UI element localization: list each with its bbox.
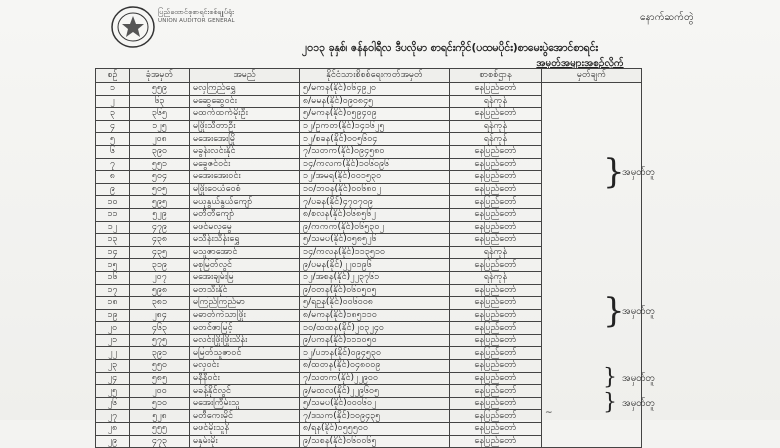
cell-nrc: ၉/ပကန(နိုင်)၁၁၁၀၅၀ xyxy=(300,334,450,347)
cell-exam-center: နေပြည်တော် xyxy=(450,158,542,171)
cell-exam-center: နေပြည်တော် xyxy=(450,372,542,385)
table-row xyxy=(96,423,642,436)
table-row xyxy=(96,108,642,121)
cell-remark xyxy=(542,133,642,146)
cell-nrc: ၅/ရဉန(နိုင်)၀၀၆၀၀၈ xyxy=(300,297,450,310)
document-subtitle: အမှတ်အများအစဉ်လိုက် xyxy=(536,58,624,69)
cell-no: ၂၆ xyxy=(96,397,130,410)
cell-no: ၂၄ xyxy=(96,372,130,385)
cell-name: မခွန်းလင်းနိုင် xyxy=(190,145,300,158)
table-row xyxy=(96,334,642,347)
cell-remark xyxy=(542,284,642,297)
cell-no: ၁၈ xyxy=(96,297,130,310)
cell-remark xyxy=(542,221,642,234)
table-row xyxy=(96,196,642,209)
organization-name-en: UNION AUDITOR GENERAL xyxy=(158,18,235,24)
table-row xyxy=(96,83,642,96)
cell-no: ၂၁ xyxy=(96,334,130,347)
cell-roll-number: ၅၅၀ xyxy=(130,360,190,373)
cell-nrc: ၁၂/အမရ(နိုင်)၀၀၁၅၃၀ xyxy=(300,171,450,184)
column-header-remark: မှတ်ချက် xyxy=(542,69,642,83)
cell-name: မတီကေးမိုင် xyxy=(190,410,300,423)
table-row xyxy=(96,221,642,234)
cell-name: မဖင်မလှမွေ xyxy=(190,221,300,234)
cell-name: မစုမြတ်လွင် xyxy=(190,259,300,272)
cell-name: မကြည်ကြည်မာ xyxy=(190,297,300,310)
cell-remark xyxy=(542,360,642,373)
cell-roll-number: ၃၉၀ xyxy=(130,145,190,158)
cell-remark xyxy=(542,183,642,196)
cell-no: ၁ xyxy=(96,83,130,96)
cell-remark xyxy=(542,145,642,158)
cell-name: မယုနွယ်နွယ်ကျော် xyxy=(190,196,300,209)
cell-roll-number: ၅၁၀ xyxy=(130,397,190,410)
table-row xyxy=(96,183,642,196)
cell-name: မဖြိုးသီတာဦး xyxy=(190,120,300,133)
cell-remark xyxy=(542,246,642,259)
cell-roll-number: ၂၀၀ xyxy=(130,385,190,398)
cell-name: မဓာတ်ကဲသာဖြိုး xyxy=(190,309,300,322)
cell-nrc: ၅/သမပ(နိုင်)၀၀၀၆၀၂ xyxy=(300,397,450,410)
table-row xyxy=(96,171,642,184)
cell-roll-number: ၂၀၇ xyxy=(130,271,190,284)
remark-label: အမှတ်တူ xyxy=(622,398,655,409)
cell-no: ၁၂ xyxy=(96,221,130,234)
cell-name: မအေးအေးမြို xyxy=(190,133,300,146)
table-row xyxy=(96,95,642,108)
cell-name: မအေးချမ်းမြ xyxy=(190,271,300,284)
cell-roll-number: ၄၇၉ xyxy=(130,221,190,234)
cell-name: မတီတီကျော် xyxy=(190,208,300,221)
cell-remark xyxy=(542,259,642,272)
cell-no: ၂၀ xyxy=(96,322,130,335)
cell-remark xyxy=(542,347,642,360)
cell-name: မခွေဇင်ဝင်း xyxy=(190,158,300,171)
cell-exam-center: နေပြည်တော် xyxy=(450,334,542,347)
cell-exam-center: နေပြည်တော် xyxy=(450,208,542,221)
cell-exam-center: နေပြည်တော် xyxy=(450,145,542,158)
cell-no: ၂ xyxy=(96,95,130,108)
cell-exam-center: နေပြည်တော် xyxy=(450,108,542,121)
cell-roll-number: ၅၇၅ xyxy=(130,334,190,347)
cell-roll-number: ၅၅၅ xyxy=(130,423,190,436)
cell-exam-center: နေပြည်တော် xyxy=(450,196,542,209)
annex-label: နောက်ဆက်တွဲ xyxy=(640,12,694,23)
cell-name: မနှမ်းမိုး xyxy=(190,435,300,448)
cell-exam-center: နေပြည်တော် xyxy=(450,259,542,272)
cell-exam-center: နေပြည်တော် xyxy=(450,183,542,196)
document-title: ၂၀၁၃ ခုနှစ်၊ ဇန်နဝါရီလ ဒီပလိုမာ စာရင်းကိုင်(ပထမပိုင်း)စာမေးပွဲအောင်စာရင်း xyxy=(301,42,599,54)
cell-nrc: ၉/သစန(နိုင်)၀၆၀၀၆၅ xyxy=(300,435,450,448)
cell-nrc: ၉/ကကက(နိုင်)၀၆၅၃၀၂ xyxy=(300,221,450,234)
cell-roll-number: ၅၀၄ xyxy=(130,171,190,184)
cell-remark xyxy=(542,410,642,423)
cell-no: ၂၉ xyxy=(96,435,130,448)
table-row xyxy=(96,133,642,146)
cell-remark xyxy=(542,196,642,209)
cell-no: ၁၃ xyxy=(96,234,130,247)
remark-label: အမှတ်တူ xyxy=(622,167,655,178)
cell-roll-number: ၃၁၉ xyxy=(130,259,190,272)
table-row xyxy=(96,120,642,133)
cell-nrc: ၇/သတက(နိုင်)၂၂၉၀၀ xyxy=(300,372,450,385)
cell-roll-number: ၅၈၅ xyxy=(130,372,190,385)
cell-exam-center: နေပြည်တော် xyxy=(450,385,542,398)
column-header-roll: ခုံအမှတ် xyxy=(130,69,190,83)
table-row xyxy=(96,259,642,272)
cell-exam-center: နေပြည်တော် xyxy=(450,83,542,96)
table-row xyxy=(96,385,642,398)
cell-no: ၁၇ xyxy=(96,284,130,297)
table-row xyxy=(96,158,642,171)
table-row xyxy=(96,145,642,158)
cell-name: မတင်ဇာမြင့် xyxy=(190,322,300,335)
cell-roll-number: ၄၇၃ xyxy=(130,435,190,448)
cell-no: ၁၉ xyxy=(96,309,130,322)
table-row xyxy=(96,297,642,310)
cell-nrc: ၉/ဝတန(နိုင်)၀၆၀၅၀၅ xyxy=(300,284,450,297)
remark-bracket-icon: } xyxy=(603,152,625,192)
cell-exam-center: နေပြည်တော် xyxy=(450,234,542,247)
cell-nrc: ၇/ဒသက(နိုင်)၁၀၉၄၃၅ xyxy=(300,410,450,423)
cell-exam-center: ရန်ကုန် xyxy=(450,246,542,259)
cell-no: ၄ xyxy=(96,120,130,133)
cell-nrc: ၅/သမပ(နိုင်)၀၅၈၅၂၆ xyxy=(300,234,450,247)
signature-mark: ~ xyxy=(545,408,553,418)
cell-roll-number: ၂၈၄ xyxy=(130,309,190,322)
cell-no: ၃ xyxy=(96,108,130,121)
cell-name: မခန့်နိုင်လွင် xyxy=(190,385,300,398)
cell-nrc: ၉/ပမန(နိုင်)၂၂၀၁၉၆ xyxy=(300,259,450,272)
cell-roll-number: ၃၉၁ xyxy=(130,347,190,360)
cell-nrc: ၁၀/ထထန(နိုင်)၂၀၃၂၄၀ xyxy=(300,322,450,335)
cell-no: ၅ xyxy=(96,133,130,146)
cell-name: မဖင်မိုးသူနိ xyxy=(190,423,300,436)
cell-no: ၉ xyxy=(96,183,130,196)
cell-remark xyxy=(542,95,642,108)
remark-label: အမှတ်တူ xyxy=(622,373,655,384)
column-header-region: စာစစ်ဌာန xyxy=(450,69,542,83)
cell-roll-number: ၅၉၅ xyxy=(130,196,190,209)
cell-name: မထက်ထက်မိုးဦး xyxy=(190,108,300,121)
cell-roll-number: ၃၈၁ xyxy=(130,297,190,310)
cell-exam-center: နေပြည်တော် xyxy=(450,410,542,423)
cell-roll-number: ၂၀၈ xyxy=(130,133,190,146)
cell-no: ၁၄ xyxy=(96,246,130,259)
results-table xyxy=(95,68,642,448)
cell-exam-center: ရန်ကုန် xyxy=(450,271,542,284)
table-row xyxy=(96,360,642,373)
table-row xyxy=(96,246,642,259)
cell-exam-center: နေပြည်တော် xyxy=(450,322,542,335)
table-row xyxy=(96,309,642,322)
cell-nrc: ၈/မကန(နိုင်)၁၈၅၁၁၀ xyxy=(300,309,450,322)
cell-exam-center: နေပြည်တော် xyxy=(450,423,542,436)
organization-name xyxy=(158,8,278,26)
cell-nrc: ၈/မမန(နိုင်)၀၉၀၈၄၅ xyxy=(300,95,450,108)
cell-nrc: ၇/ပခန(နိုင်)၄၇၀၇၀၉ xyxy=(300,196,450,209)
cell-exam-center: ရန်ကုန် xyxy=(450,120,542,133)
table-row xyxy=(96,347,642,360)
table-row xyxy=(96,397,642,410)
cell-no: ၂၅ xyxy=(96,385,130,398)
table-row xyxy=(96,234,642,247)
cell-remark xyxy=(542,83,642,96)
cell-roll-number: ၅၅၉ xyxy=(130,83,190,96)
cell-exam-center: နေပြည်တော် xyxy=(450,284,542,297)
cell-name: မလှဝင်း xyxy=(190,360,300,373)
cell-remark xyxy=(542,334,642,347)
cell-nrc: ၈/စလန(နိုင်)၀၆၈၅၆၂ xyxy=(300,208,450,221)
cell-name: မအေးအေးဝင်း xyxy=(190,171,300,184)
cell-remark xyxy=(542,120,642,133)
cell-exam-center: ရန်ကုန် xyxy=(450,95,542,108)
remark-bracket-icon: } xyxy=(603,365,617,390)
table-row xyxy=(96,271,642,284)
table-row xyxy=(96,284,642,297)
table-row xyxy=(96,435,642,448)
office-seal-icon xyxy=(110,5,156,49)
cell-remark xyxy=(542,322,642,335)
organization-name-mm: ပြည်ထောင်စုစာရင်းစစ်ချုပ်ရုံး xyxy=(158,8,235,16)
cell-remark xyxy=(542,208,642,221)
cell-nrc: ၁၀/ဘဝန(နိုင်)၀၀၆၈၀၂ xyxy=(300,183,450,196)
cell-roll-number: ၆၃ xyxy=(130,95,190,108)
cell-remark xyxy=(542,423,642,436)
cell-nrc: ၅/မကန(နိုင်)၀၆၄၉၂၀ xyxy=(300,83,450,96)
cell-name: မလင်းဖြိုးဖြိုးသိန်း xyxy=(190,334,300,347)
cell-exam-center: ရန်ကုန် xyxy=(450,133,542,146)
cell-roll-number: ၅၀၅ xyxy=(130,183,190,196)
cell-nrc: ၁၂/ဥကတ(နိုင်)၁၄၁၆၂၅ xyxy=(300,120,450,133)
cell-remark xyxy=(542,385,642,398)
cell-roll-number: ၅၂၈ xyxy=(130,410,190,423)
cell-nrc: ၉/မထလ(နိုင်)၂၂၉၆၀၅ xyxy=(300,385,450,398)
cell-name: မနီနီဝင်း xyxy=(190,372,300,385)
cell-roll-number: ၄၆၃ xyxy=(130,322,190,335)
cell-nrc: ၁၄/ကလက(နိုင်)၁၀၆၀၉၆ xyxy=(300,158,450,171)
table-body xyxy=(96,83,642,448)
cell-no: ၂၈ xyxy=(96,423,130,436)
cell-exam-center: နေပြည်တော် xyxy=(450,171,542,184)
cell-no: ၂၃ xyxy=(96,360,130,373)
cell-roll-number: ၅၉၈ xyxy=(130,284,190,297)
cell-no: ၇ xyxy=(96,158,130,171)
cell-no: ၂၇ xyxy=(96,410,130,423)
cell-remark xyxy=(542,234,642,247)
cell-no: ၆ xyxy=(96,145,130,158)
table-row xyxy=(96,410,642,423)
cell-nrc: ၁၂/ပဘန(နိုင်)၀၉၄၅၃၀ xyxy=(300,347,450,360)
cell-name: မသီန်းသီန်းရွှေ xyxy=(190,234,300,247)
column-header-nrc: နိုင်ငံသားစိစစ်ရေးကတ်အမှတ် xyxy=(300,69,450,83)
cell-roll-number: ၅၂၉ xyxy=(130,208,190,221)
cell-name: မမြတ်သူဇာဝင် xyxy=(190,347,300,360)
cell-nrc: ၇/သတက(နိုင်)၀၉၄၅၈၀ xyxy=(300,145,450,158)
cell-exam-center: နေပြည်တော် xyxy=(450,347,542,360)
cell-nrc: ၁၄/ကလန(နိုင်)၁၁၃၅၁၀ xyxy=(300,246,450,259)
cell-roll-number: ၅၅၁ xyxy=(130,158,190,171)
cell-remark xyxy=(542,108,642,121)
column-header-name: အမည် xyxy=(190,69,300,83)
cell-remark xyxy=(542,271,642,284)
cell-no: ၁၆ xyxy=(96,271,130,284)
cell-roll-number: ၄၃၈ xyxy=(130,234,190,247)
cell-nrc: ၈/ရန(နိုင်)၀၅၅၅၀၀ xyxy=(300,423,450,436)
remark-label: အမှတ်တူ xyxy=(622,306,655,317)
cell-exam-center: နေပြည်တော် xyxy=(450,297,542,310)
cell-name: မအေးကြီမ်းသူ xyxy=(190,397,300,410)
cell-roll-number: ၃၆၅ xyxy=(130,108,190,121)
cell-nrc: ၁၂/စခန(နိုင်)၀၀၅၆၀၄ xyxy=(300,133,450,146)
table-row xyxy=(96,322,642,335)
cell-nrc: ၅/မကန(နိုင်)၀၅၉၄၀၉ xyxy=(300,108,450,121)
cell-name: မဖြိုးဝေယံဝေစံ xyxy=(190,183,300,196)
table-row xyxy=(96,208,642,221)
cell-name: မဆွေဆွေဝင်း xyxy=(190,95,300,108)
cell-exam-center: နေပြည်တော် xyxy=(450,360,542,373)
cell-no: ၁၀ xyxy=(96,196,130,209)
cell-remark xyxy=(542,435,642,448)
remark-bracket-icon: } xyxy=(603,291,625,331)
cell-name: မသူဇာအောင် xyxy=(190,246,300,259)
table-row xyxy=(96,372,642,385)
cell-roll-number: ၄၃၅ xyxy=(130,246,190,259)
cell-nrc: ၁၂/အစန(နိုင်)၂၂၃၇၆၁ xyxy=(300,271,450,284)
cell-no: ၁၅ xyxy=(96,259,130,272)
cell-name: မလှကြည်ရွှေ xyxy=(190,83,300,96)
cell-roll-number: ၁၂၅ xyxy=(130,120,190,133)
cell-no: ၈ xyxy=(96,171,130,184)
cell-no: ၂၂ xyxy=(96,347,130,360)
cell-exam-center: နေပြည်တော် xyxy=(450,435,542,448)
cell-no: ၁၁ xyxy=(96,208,130,221)
cell-exam-center: နေပြည်တော် xyxy=(450,309,542,322)
remark-bracket-icon: } xyxy=(603,390,617,415)
cell-name: မတသီးနိုင် xyxy=(190,284,300,297)
table-header-row xyxy=(96,69,642,83)
cell-exam-center: နေပြည်တော် xyxy=(450,221,542,234)
cell-exam-center: နေပြည်တော် xyxy=(450,397,542,410)
cell-nrc: ၈/ထတန(နိုင်)၀၄၈၀၀၉ xyxy=(300,360,450,373)
column-header-no: စဉ် xyxy=(96,69,130,83)
